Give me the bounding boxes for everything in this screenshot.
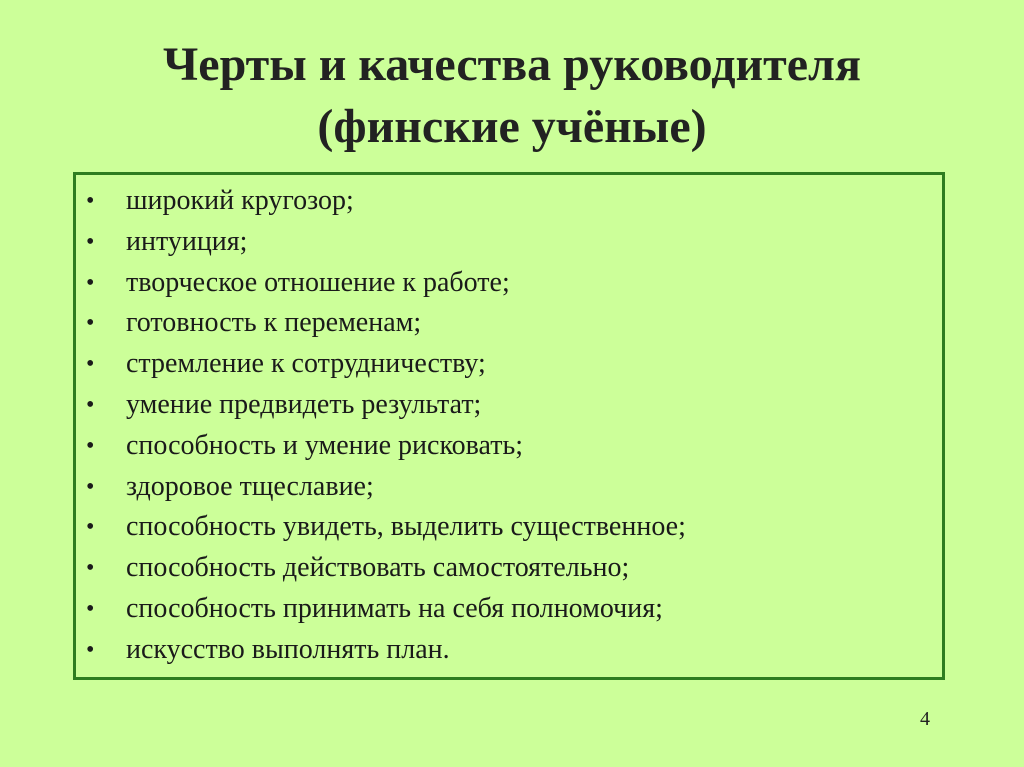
- list-item: [76, 181, 942, 222]
- list-item-text: способность и умение рисковать;: [126, 429, 523, 461]
- list-item: [76, 344, 942, 385]
- bullet-icon: •: [86, 269, 95, 296]
- bullet-icon: •: [86, 310, 95, 337]
- list-item: [76, 222, 942, 263]
- list-item-text: умение предвидеть результат;: [126, 388, 482, 420]
- list-item: [76, 426, 942, 467]
- bullet-icon: •: [86, 391, 95, 418]
- list-item: [76, 548, 942, 589]
- slide-title-line-1: Черты и качества руководителя: [163, 38, 861, 91]
- bullet-icon: •: [86, 555, 95, 582]
- list-item-text: широкий кругозор;: [126, 185, 354, 216]
- bullet-icon: •: [86, 351, 95, 378]
- page-number: 4: [920, 708, 930, 730]
- bullet-icon: •: [86, 636, 95, 663]
- qualities-list: [76, 181, 942, 671]
- list-item: [76, 263, 942, 304]
- list-item-text: способность увидеть, выделить существенное;: [126, 511, 686, 543]
- bullet-icon: •: [86, 473, 95, 500]
- list-item: [76, 507, 942, 548]
- bullet-icon: •: [86, 188, 95, 214]
- bullet-icon: •: [86, 595, 95, 622]
- slide-title: [0, 34, 1024, 158]
- bullet-icon: •: [86, 514, 95, 541]
- qualities-box: [73, 172, 945, 680]
- bullet-icon: •: [86, 228, 95, 255]
- list-item: [76, 589, 942, 630]
- list-item-text: здоровое тщеславие;: [126, 470, 374, 502]
- bullet-icon: •: [86, 432, 95, 459]
- slide-title-line-2: (финские учёные): [317, 100, 707, 153]
- list-item-text: способность принимать на себя полномочия;: [126, 592, 663, 624]
- list-item-text: готовность к переменам;: [126, 307, 422, 339]
- list-item-text: искусство выполнять план.: [126, 633, 450, 665]
- list-item-text: стремление к сотрудничеству;: [126, 348, 486, 380]
- list-item-text: интуиция;: [126, 225, 248, 257]
- list-item: [76, 467, 942, 508]
- list-item-text: способность действовать самостоятельно;: [126, 552, 630, 584]
- list-item: [76, 385, 942, 426]
- list-item: [76, 630, 942, 671]
- list-item-text: творческое отношение к работе;: [126, 266, 510, 298]
- list-item: [76, 303, 942, 344]
